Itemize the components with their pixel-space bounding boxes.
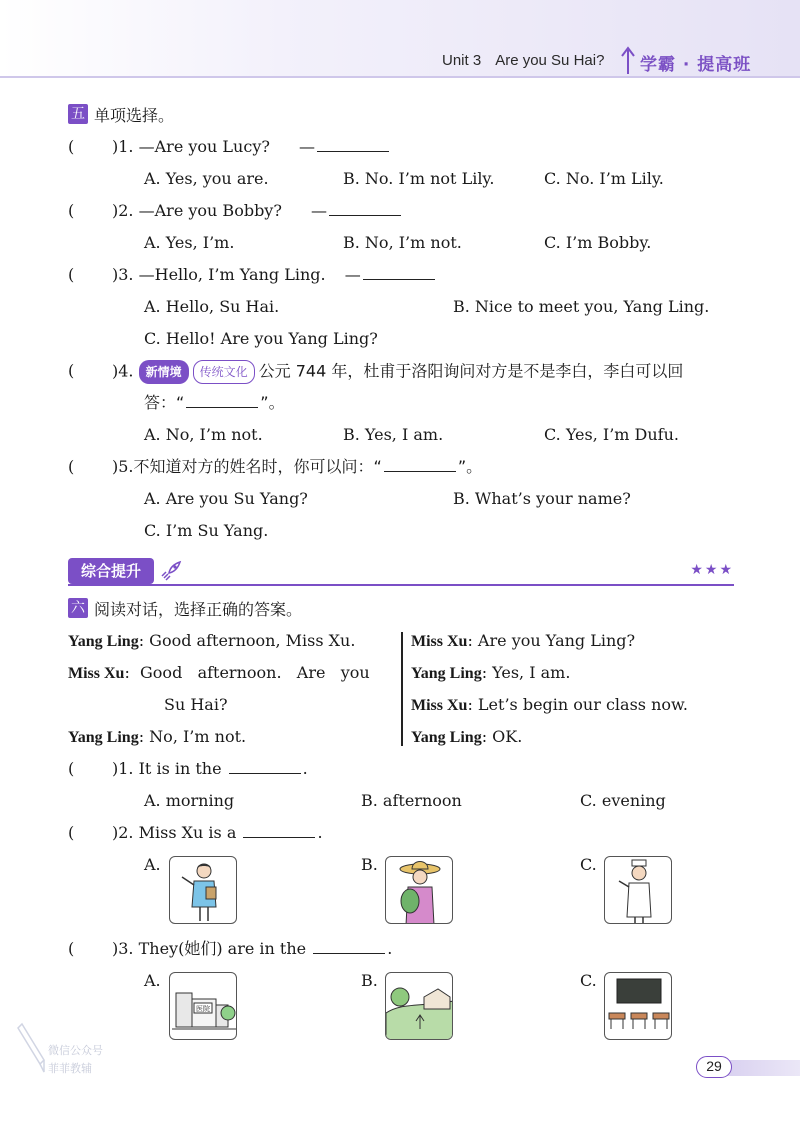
teacher-figure-icon xyxy=(170,857,237,924)
question-end: . xyxy=(317,823,323,842)
option-c: C. Hello! Are you Yang Ling? xyxy=(144,329,378,348)
option-b: B. No. I’m not Lily. xyxy=(343,169,495,188)
hospital-building-icon xyxy=(170,973,237,1040)
dialog-text: : Good afternoon. Are you xyxy=(124,663,370,682)
page-number-badge xyxy=(696,1056,800,1078)
option-b: B. xyxy=(361,855,378,874)
dialog-line xyxy=(68,726,246,749)
dialog-text: : OK. xyxy=(481,727,523,746)
option-c: C. No. I’m Lily. xyxy=(544,169,664,188)
section-5-title xyxy=(68,104,174,124)
question-number: )4. xyxy=(112,361,134,381)
farmer-figure-icon xyxy=(386,857,453,924)
question-number: )1. xyxy=(112,759,134,778)
answer-dash: — xyxy=(311,201,328,220)
section-5-instruction: 单项选择。 xyxy=(94,105,175,125)
question-end: . xyxy=(387,939,393,958)
dialog-text: Su Hai? xyxy=(164,695,228,714)
park-scene-icon xyxy=(386,973,453,1040)
answer-paren: ( xyxy=(68,265,75,284)
dialog-line xyxy=(68,630,355,653)
question-stem: It is in the xyxy=(138,759,222,778)
option-b: B. xyxy=(361,971,378,990)
section-5-number: 五 xyxy=(68,104,88,124)
dialog-text: : No, I’m not. xyxy=(138,727,247,746)
reading-question-3 xyxy=(112,938,392,960)
option-b: B. Yes, I am. xyxy=(343,425,444,444)
question-2 xyxy=(112,200,403,222)
dialog-line xyxy=(411,662,570,685)
answer-blank[interactable] xyxy=(229,758,301,774)
answer-dash: — xyxy=(299,137,316,156)
option-c: C. I’m Bobby. xyxy=(544,233,652,252)
tradition-tag: 传统文化 xyxy=(193,360,255,384)
answer-dash: — xyxy=(344,265,361,284)
dialog-line xyxy=(411,726,522,749)
classroom-scene-icon xyxy=(605,973,672,1040)
banner-label: 综合提升 xyxy=(68,558,154,584)
option-c: C. xyxy=(580,855,597,874)
option-c: C. xyxy=(580,971,597,990)
question-3 xyxy=(112,264,437,286)
question-number: )2. xyxy=(112,823,134,842)
header-divider xyxy=(0,76,800,78)
speaker: Yang Ling xyxy=(411,665,482,682)
answer-blank[interactable] xyxy=(384,456,456,472)
answer-paren: ( xyxy=(68,201,75,220)
reading-question-1 xyxy=(112,758,308,780)
park-picture xyxy=(385,972,453,1040)
dialog-line xyxy=(411,630,635,653)
quote-close: ”。 xyxy=(260,393,285,412)
nurse-picture xyxy=(604,856,672,924)
section-6-number: 六 xyxy=(68,598,88,618)
option-b: B. No, I’m not. xyxy=(343,233,462,252)
option-c: C. evening xyxy=(580,791,666,810)
speaker: Yang Ling xyxy=(411,729,482,746)
question-4 xyxy=(112,360,683,384)
question-number: )3. xyxy=(112,265,134,284)
option-c: C. I’m Su Yang. xyxy=(144,521,269,540)
classroom-picture xyxy=(604,972,672,1040)
unit-label xyxy=(442,52,618,69)
answer-paren: ( xyxy=(68,823,75,842)
question-number: )1. xyxy=(112,137,134,156)
option-a: A. No, I’m not. xyxy=(144,425,263,444)
new-context-tag: 新情境 xyxy=(139,360,189,384)
option-a: A. Yes, I’m. xyxy=(144,233,235,252)
answer-paren: ( xyxy=(68,361,75,380)
answer-blank[interactable] xyxy=(317,136,389,152)
option-a: A. Yes, you are. xyxy=(144,169,269,188)
dialog-text: : Let’s begin our class now. xyxy=(467,695,688,714)
question-number: )5. xyxy=(112,457,134,476)
speaker: Yang Ling xyxy=(68,729,139,746)
dialog-line xyxy=(68,662,370,685)
unit-number: Unit 3 xyxy=(442,52,482,69)
question-stem: They(她们) are in the xyxy=(138,939,307,958)
answer-paren: ( xyxy=(68,137,75,156)
answer-blank[interactable] xyxy=(243,822,315,838)
answer-paren: ( xyxy=(68,939,75,958)
teacher-picture xyxy=(169,856,237,924)
question-1 xyxy=(112,136,391,158)
option-a: A. xyxy=(144,855,161,874)
question-stem: 不知道对方的姓名时，你可以问：“ xyxy=(133,457,382,476)
answer-blank[interactable] xyxy=(329,200,401,216)
question-5 xyxy=(112,456,482,478)
question-stem: —Hello, I’m Yang Ling. xyxy=(138,265,326,284)
farmer-picture xyxy=(385,856,453,924)
answer-blank[interactable] xyxy=(363,264,435,280)
answer-blank[interactable] xyxy=(186,392,258,408)
option-b: B. afternoon xyxy=(361,791,462,810)
speaker: Miss Xu xyxy=(411,697,468,714)
banner-underline xyxy=(68,584,734,586)
speaker: Miss Xu xyxy=(68,665,125,682)
page-number-band xyxy=(726,1060,800,1076)
speaker: Miss Xu xyxy=(411,633,468,650)
option-a: A. Hello, Su Hai. xyxy=(144,297,280,316)
watermark xyxy=(14,1020,114,1110)
question-4-continued xyxy=(144,392,285,414)
section-6-instruction: 阅读对话，选择正确的答案。 xyxy=(94,599,303,619)
hospital-sign-text: 医院 xyxy=(196,1005,210,1013)
answer-paren: ( xyxy=(68,457,75,476)
dialog-text: : Good afternoon, Miss Xu. xyxy=(138,631,356,650)
option-a: A. Are you Su Yang? xyxy=(144,489,308,508)
option-a: A. xyxy=(144,971,161,990)
brand-label: 学霸 · 提高班 xyxy=(640,55,752,75)
watermark-line-1: 微信公众号 xyxy=(48,1044,103,1057)
question-stem: —Are you Lucy? xyxy=(138,137,270,156)
nurse-figure-icon xyxy=(605,857,672,924)
option-c: C. Yes, I’m Dufu. xyxy=(544,425,679,444)
unit-title: Are you Su Hai? xyxy=(495,52,605,69)
option-b: B. Nice to meet you, Yang Ling. xyxy=(453,297,710,316)
dialog-text: : Are you Yang Ling? xyxy=(467,631,636,650)
question-number: )2. xyxy=(112,201,134,220)
arrow-up-icon xyxy=(618,44,638,76)
rocket-icon xyxy=(160,560,182,582)
section-6-title xyxy=(68,598,302,618)
option-b: B. What’s your name? xyxy=(453,489,631,508)
quote-close: ”。 xyxy=(457,457,483,476)
option-a: A. morning xyxy=(144,791,235,810)
answer-blank[interactable] xyxy=(313,938,385,954)
watermark-line-2: 菲菲教辅 xyxy=(48,1062,92,1075)
question-stem: —Are you Bobby? xyxy=(138,201,282,220)
answer-paren: ( xyxy=(68,759,75,778)
reading-question-2 xyxy=(112,822,323,844)
quote-open: 答：“ xyxy=(144,393,185,412)
question-number: )3. xyxy=(112,939,134,958)
dialog-divider xyxy=(401,632,403,746)
hospital-picture xyxy=(169,972,237,1040)
difficulty-stars: ★★★ xyxy=(690,562,734,578)
speaker: Yang Ling xyxy=(68,633,139,650)
question-stem: Miss Xu is a xyxy=(138,823,237,842)
page-number: 29 xyxy=(696,1056,732,1078)
dialog-text: : Yes, I am. xyxy=(481,663,571,682)
dialog-line xyxy=(411,694,688,717)
comprehensive-banner xyxy=(68,558,734,586)
question-stem: 公元 744 年，杜甫于洛阳询问对方是不是李白，李白可以回 xyxy=(258,361,684,381)
dialog-line xyxy=(164,694,228,716)
question-end: . xyxy=(302,759,308,778)
